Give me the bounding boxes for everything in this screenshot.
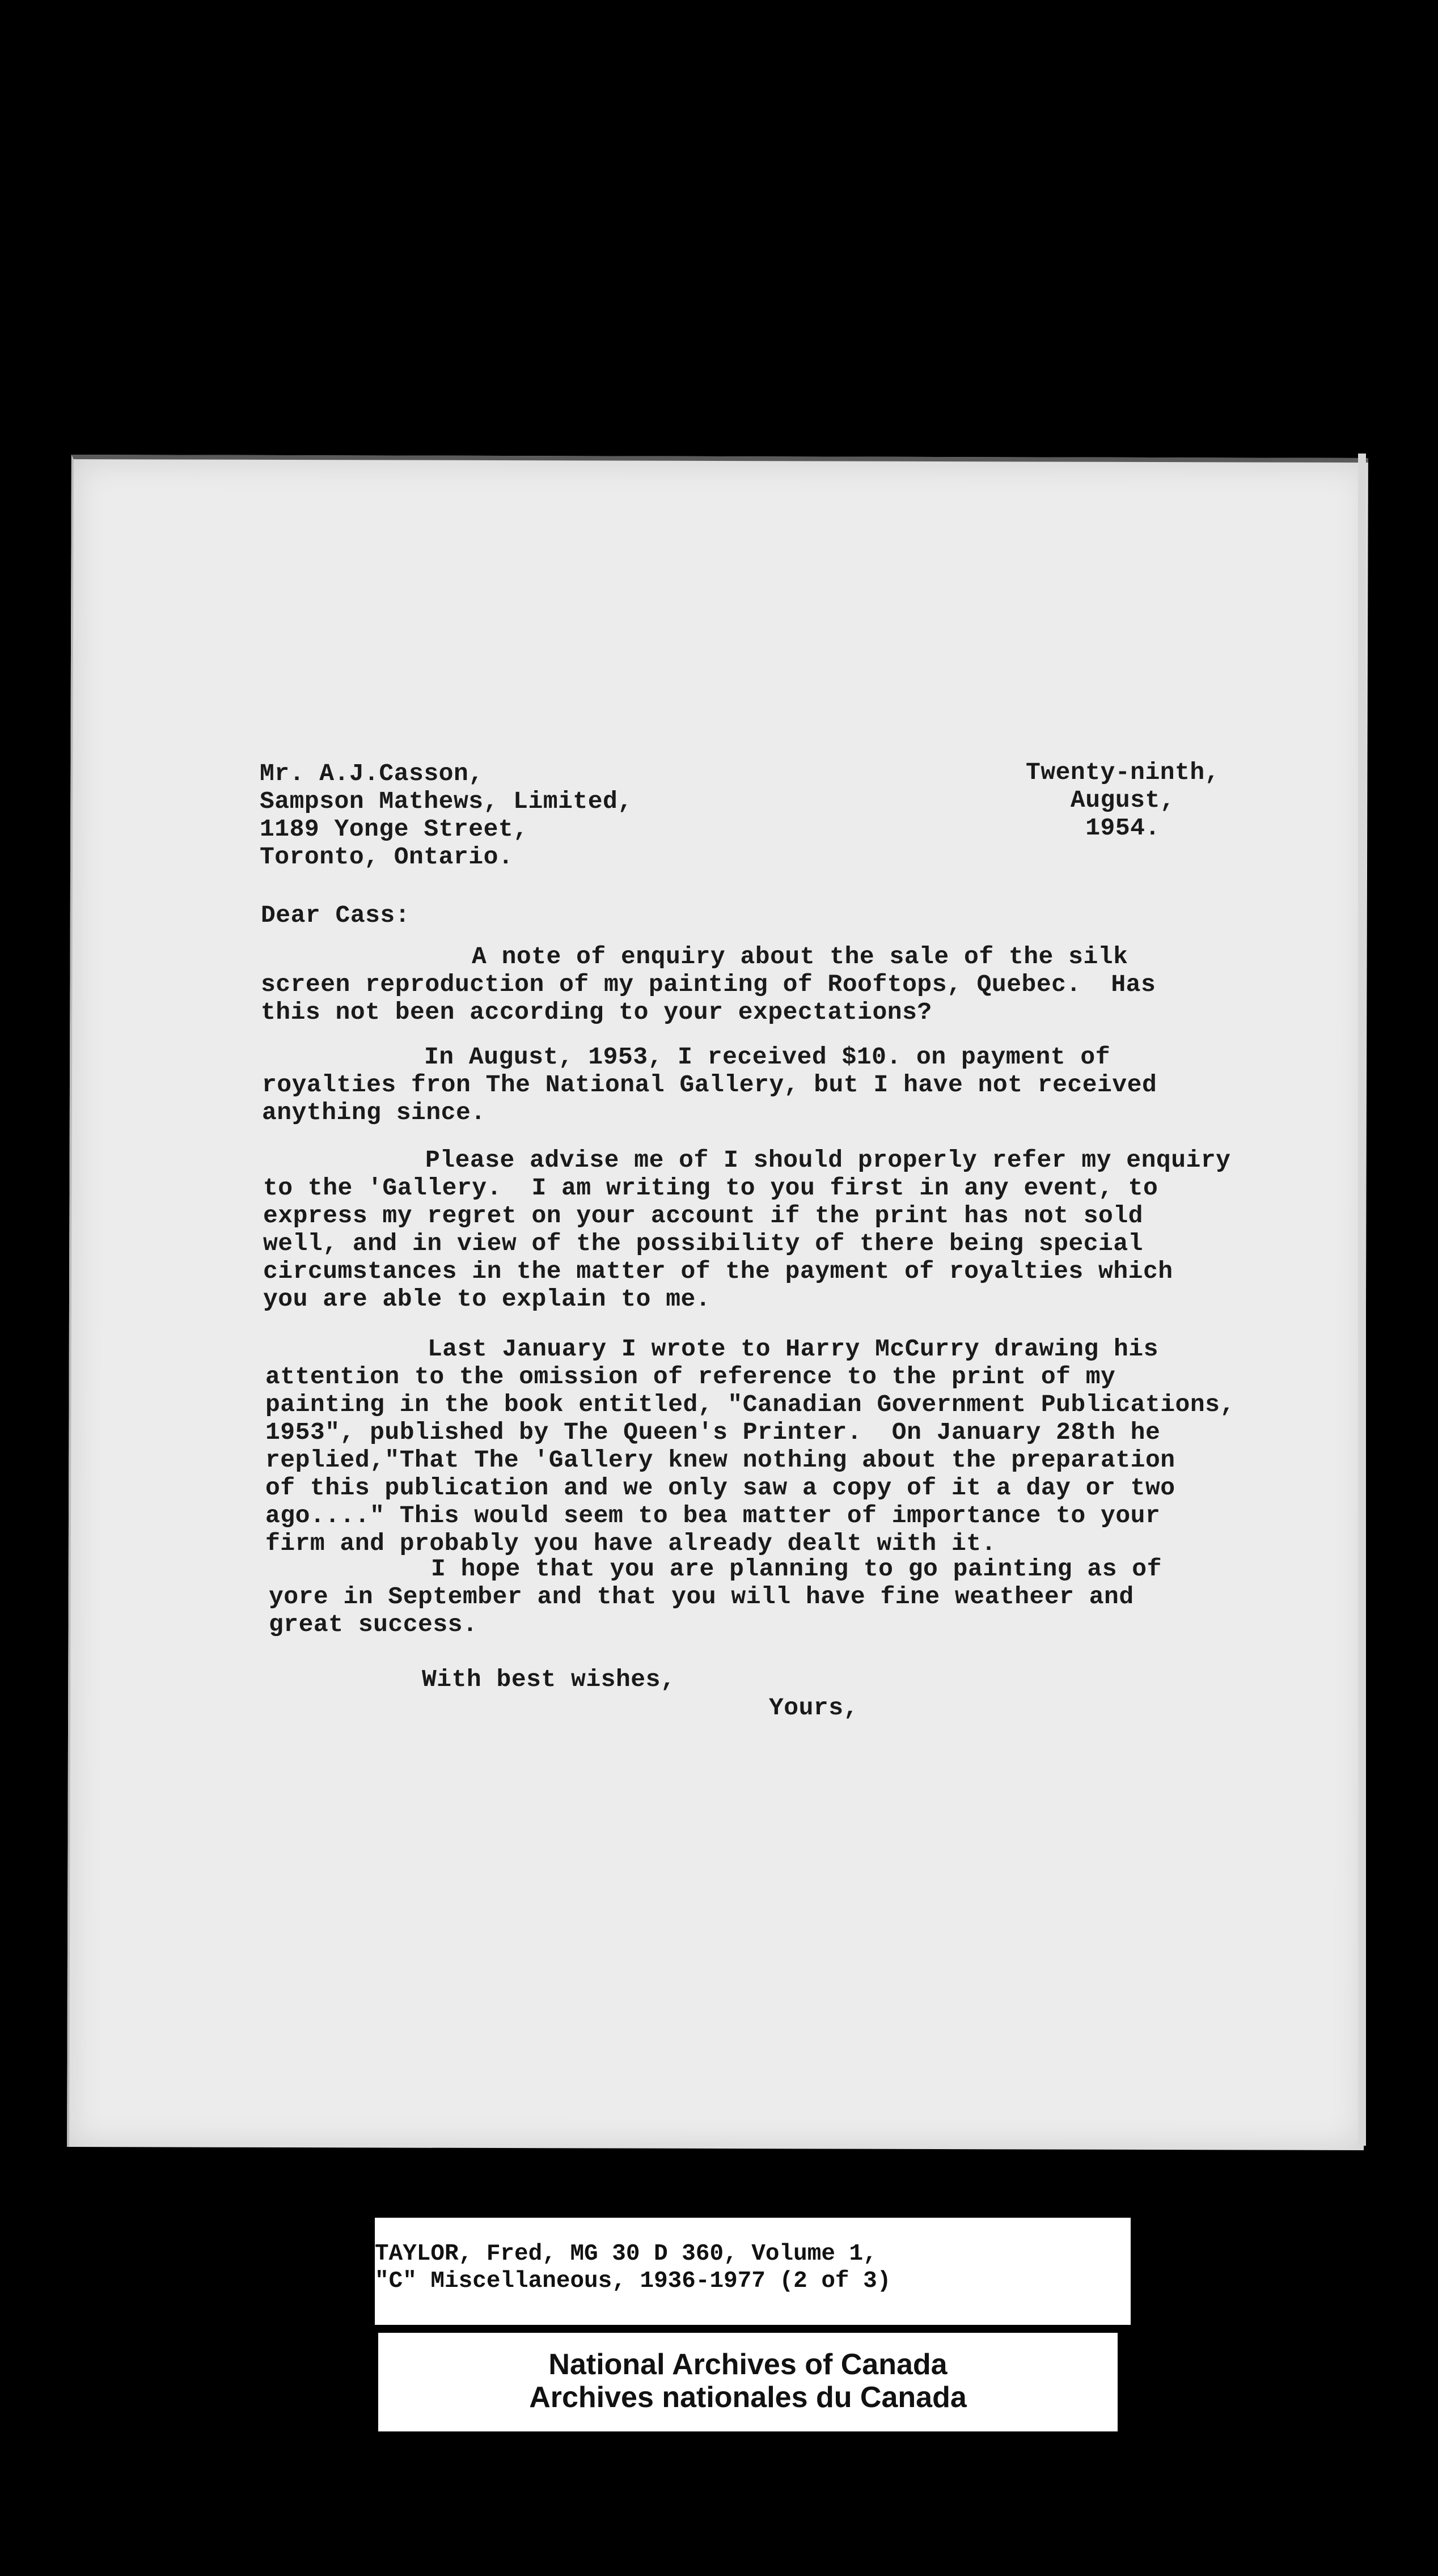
paragraph (265, 1335, 1235, 1557)
paragraph-line: you are able to explain to me. (263, 1285, 711, 1313)
salutation: Dear Cass: (261, 901, 411, 929)
paragraph-line: this not been according to your expectations? (261, 998, 932, 1026)
paragraph-line: 1953", published by The Queen's Printer. On January 28th he (265, 1418, 1161, 1446)
paragraph-line: express my regret on your account if the print has not sold (263, 1202, 1143, 1230)
paragraph-line: attention to the omission of reference to the print of my (265, 1363, 1116, 1391)
date-line: August, (1070, 786, 1175, 814)
closing: With best wishes, (422, 1666, 676, 1693)
date-line: Twenty-ninth, (1026, 759, 1220, 786)
address-line: Mr. A.J.Casson, (260, 760, 484, 787)
paragraph-line: anything since. (262, 1099, 486, 1126)
paragraph-line: I hope that you are planning to go painting as of (431, 1555, 1162, 1583)
paragraph-line: painting in the book entitled, "Canadian Government Publications, (265, 1391, 1235, 1418)
paragraph-line: ago...." This would seem to bea matter of importance to your (265, 1502, 1161, 1530)
paragraph-line: to the 'Gallery. I am writing to you first in any event, to (263, 1174, 1158, 1202)
paragraph (269, 1555, 1162, 1638)
paragraph-line: royalties fron The National Gallery, but I have not received (262, 1071, 1157, 1099)
paragraph-line: firm and probably you have already dealt with it. (265, 1530, 996, 1557)
letter-date (1004, 759, 1242, 842)
paragraph-line: circumstances in the matter of the payment of royalties which (263, 1257, 1173, 1285)
paragraph-line: yore in September and that you will have fine weatheer and (269, 1583, 1134, 1611)
paragraph-line: In August, 1953, I received $10. on payment of (424, 1043, 1110, 1071)
archive-reference-label (375, 2218, 1131, 2325)
date-line: 1954. (1085, 814, 1160, 842)
reference-line: "C" Miscellaneous, 1936-1977 (2 of 3) (375, 2268, 891, 2294)
paragraph (261, 943, 1156, 1026)
paragraph-line: of this publication and we only saw a copy of it a day or two (265, 1474, 1175, 1502)
recipient-address (260, 760, 633, 871)
paragraph-line: Please advise me of I should properly refer my enquiry (425, 1146, 1231, 1174)
paragraph-line: Last January I wrote to Harry McCurry drawing his (428, 1335, 1158, 1363)
institution-name-fr: Archives nationales du Canada (529, 2381, 967, 2414)
paragraph-line: screen reproduction of my painting of Rooftops, Quebec. Has (261, 971, 1156, 998)
institution-name-en: National Archives of Canada (548, 2348, 948, 2381)
paragraph (263, 1146, 1230, 1313)
address-line: Toronto, Ontario. (260, 843, 514, 871)
page-edge (1358, 454, 1366, 2146)
institution-text (378, 2333, 1118, 2414)
paragraph-line: A note of enquiry about the sale of the silk (472, 943, 1128, 971)
address-line: 1189 Yonge Street, (260, 815, 528, 843)
paragraph-line: well, and in view of the possibility of there being special (263, 1230, 1143, 1257)
address-line: Sampson Mathews, Limited, (260, 787, 633, 815)
reference-line: TAYLOR, Fred, MG 30 D 360, Volume 1, (375, 2241, 877, 2267)
paragraph-line: great success. (269, 1611, 478, 1638)
reference-text (375, 2240, 891, 2295)
paragraph (262, 1043, 1157, 1126)
paragraph-line: replied,"That The 'Gallery knew nothing about the preparation (265, 1446, 1175, 1474)
archive-institution-label (378, 2333, 1118, 2431)
signoff: Yours, (769, 1694, 858, 1722)
